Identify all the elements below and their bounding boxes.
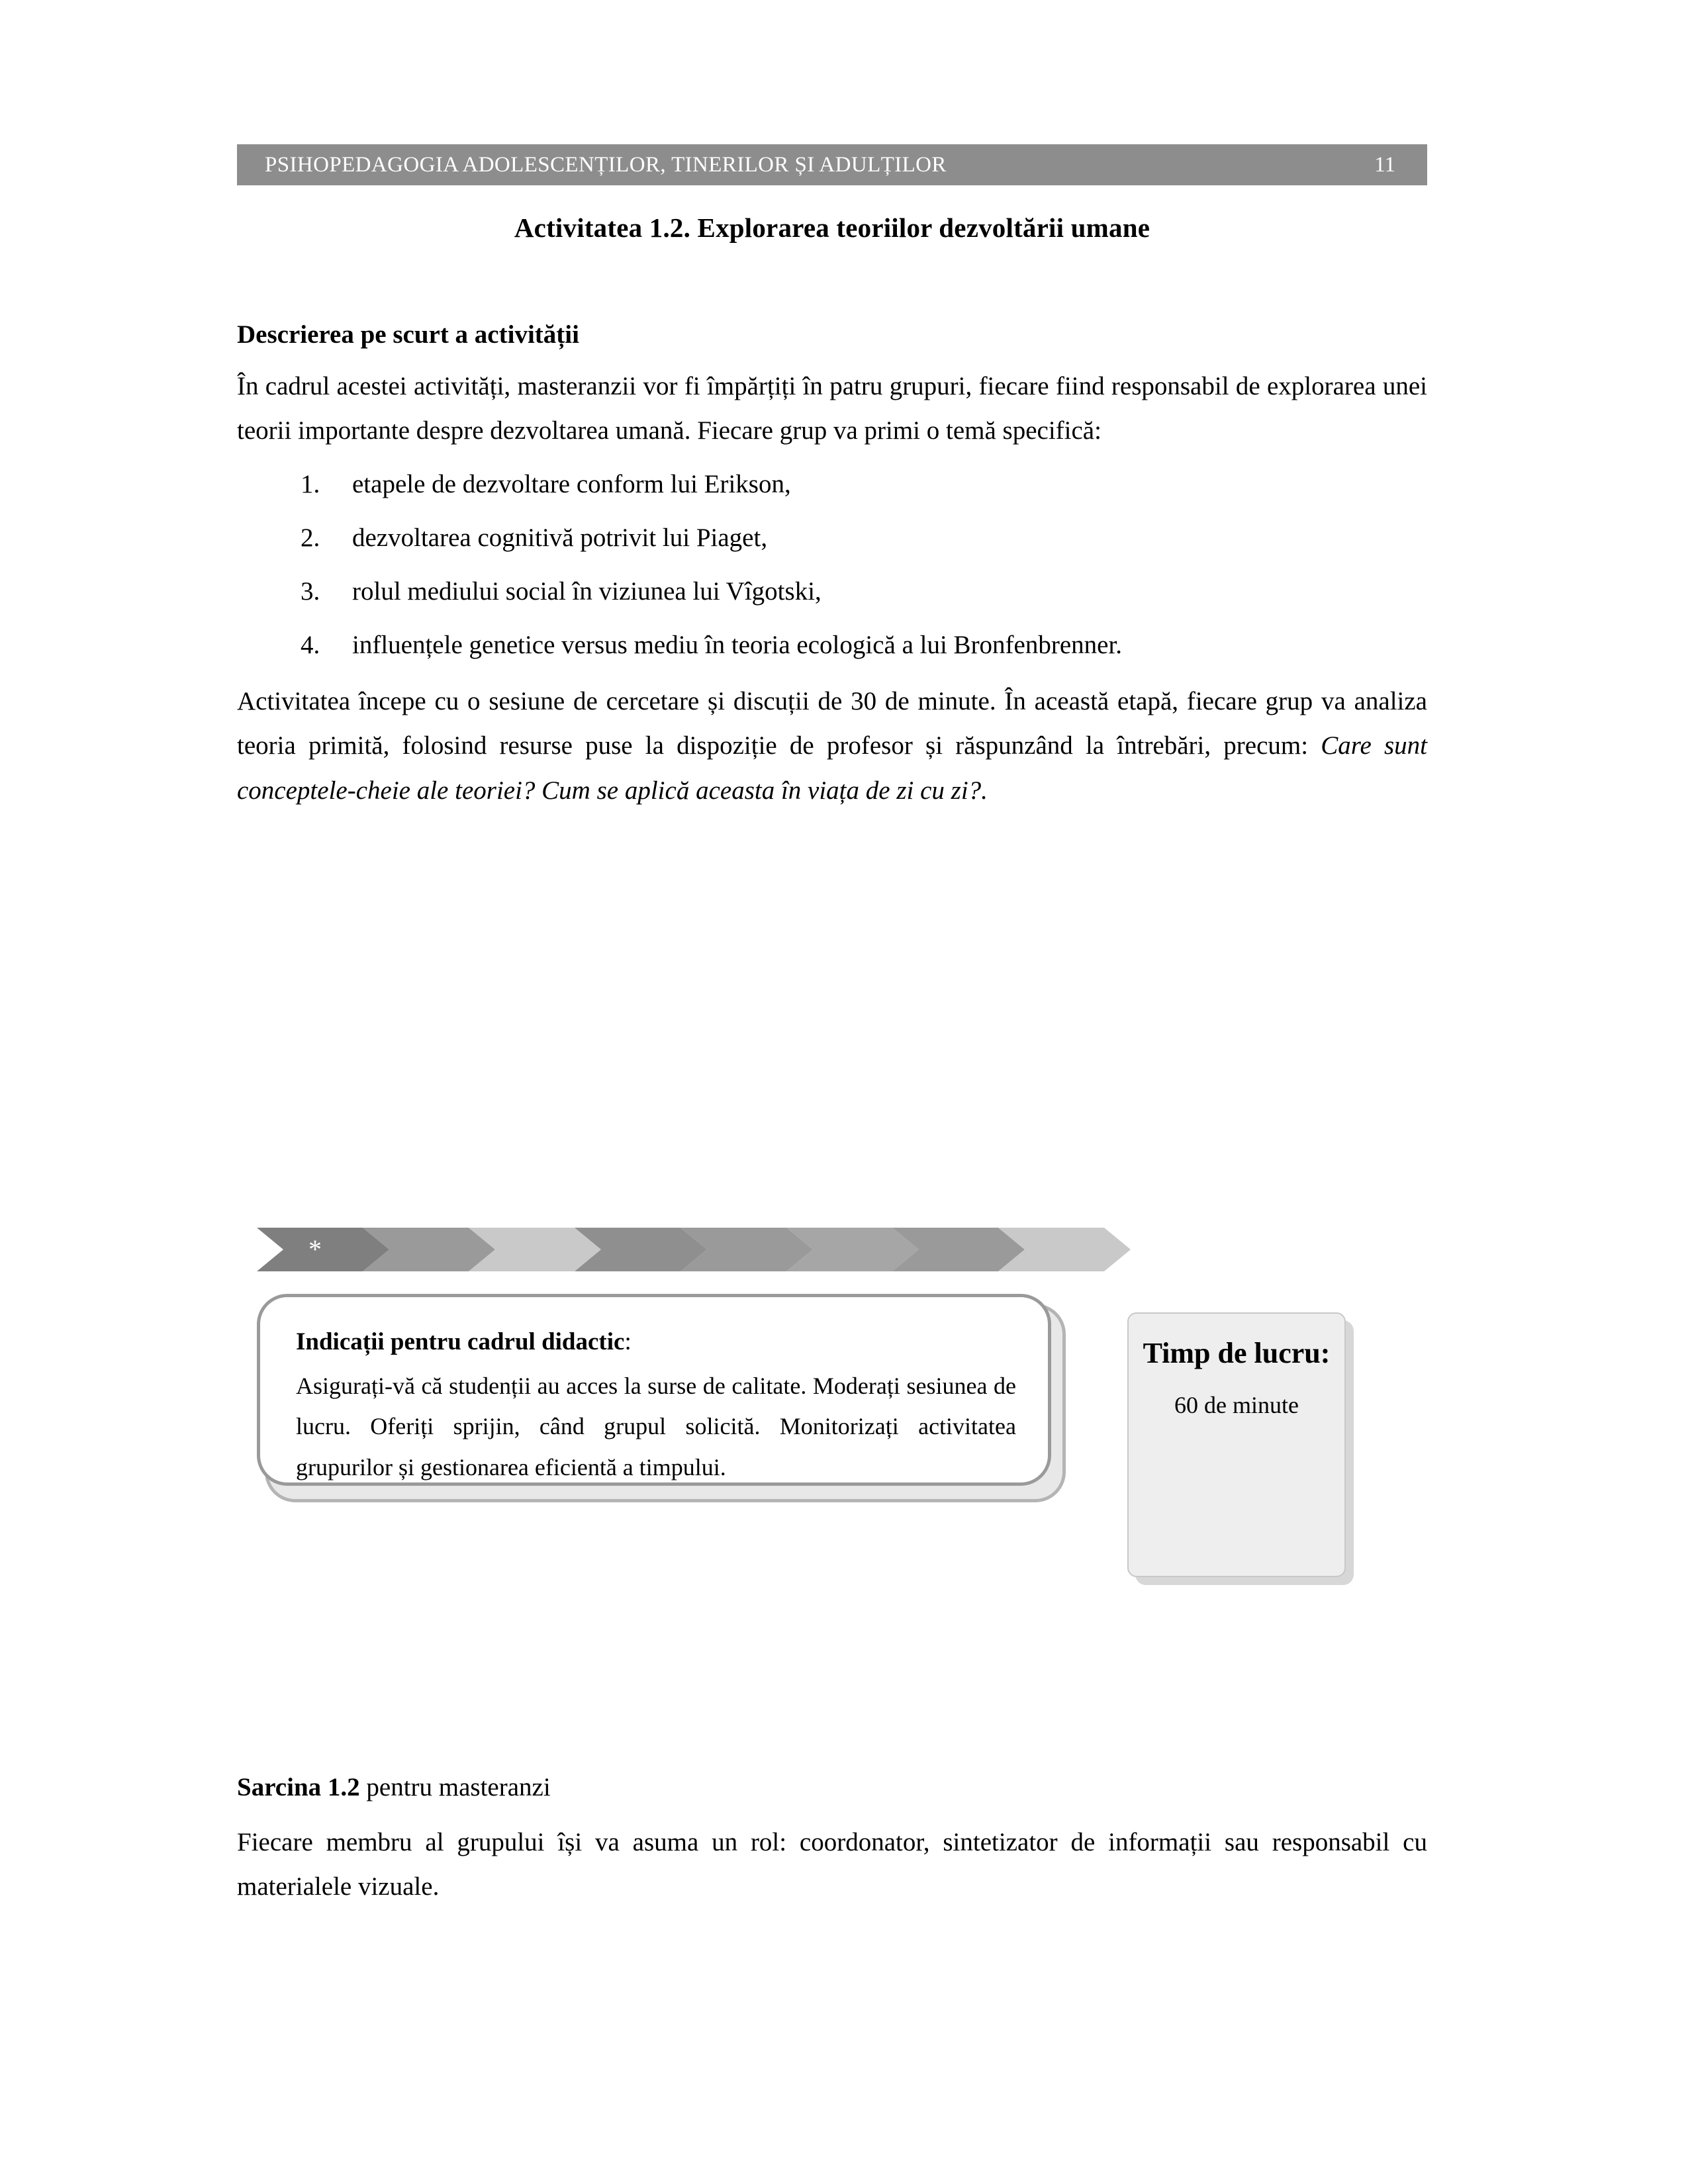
list-item xyxy=(237,516,1427,560)
procedure-text: Activitatea începe cu o sesiune de cercetare și discuții de 30 de minute. În această etapă, fiecare grup va analiza teoria primită, folosind resurse puse la dispoziție de profesor și răspunzând la întrebări, precum: xyxy=(237,687,1427,760)
task-heading xyxy=(237,1767,1427,1808)
time-box-title: Timp de lucru: xyxy=(1143,1337,1331,1369)
task-label: Sarcina 1.2 xyxy=(237,1773,360,1801)
chevron-ribbon-decoration xyxy=(257,1228,1309,1271)
tip-box-text: Asigurați-vă că studenții au acces la surse de calitate. Moderați sesiunea de lucru. Oferiți sprijin, când grupul solicită. Monitorizați activitatea grupurilor și gestionarea eficientă a timpului. xyxy=(296,1372,1016,1481)
document-body xyxy=(237,199,1427,813)
section-heading: Descrierea pe scurt a activității xyxy=(237,320,579,349)
task-paragraph: Fiecare membru al grupului își va asuma un rol: coordonator, sintetizator de informații sau responsabil cu materialele vizuale. xyxy=(237,1828,1427,1901)
list-item xyxy=(237,569,1427,614)
tip-box-label-text: Indicații pentru cadrul didactic xyxy=(296,1328,625,1355)
task-block xyxy=(237,1767,1427,1909)
page-title: Activitatea 1.2. Explorarea teoriilor dezvoltării umane xyxy=(514,212,1150,243)
ribbon-marker-asterisk: * xyxy=(308,1234,322,1264)
header-title: PSIHOPEDAGOGIA ADOLESCENȚILOR, TINERILOR ȘI ADULȚILOR xyxy=(265,152,947,177)
procedure-question: Care sunt conceptele-cheie ale teoriei? Cum se aplică aceasta în viața de zi cu zi? xyxy=(237,731,1427,805)
theme-list xyxy=(237,462,1427,667)
tip-box-label-colon: : xyxy=(624,1328,632,1355)
list-item-number: 3. xyxy=(301,577,320,606)
list-item xyxy=(237,462,1427,506)
work-time-box xyxy=(1127,1312,1346,1577)
list-item-number: 2. xyxy=(301,523,320,553)
intro-paragraph: În cadrul acestei activități, masteranzii vor fi împărțiți în patru grupuri, fiecare fiind responsabil de explorarea unei teorii importante despre dezvoltarea umană. Fiecare grup va primi o temă specifică: xyxy=(237,371,1427,445)
task-label-rest: pentru masteranzi xyxy=(359,1773,551,1801)
procedure-paragraph xyxy=(237,679,1427,812)
teacher-tip-box xyxy=(257,1294,1051,1486)
list-item-label: influențele genetice versus mediu în teoria ecologică a lui Bronfenbrenner. xyxy=(352,631,1123,660)
list-item-label: rolul mediului social în viziunea lui Vîgotski, xyxy=(352,577,821,606)
list-item xyxy=(237,623,1427,667)
time-box-value: 60 de minute xyxy=(1174,1392,1299,1419)
list-item-number: 4. xyxy=(301,631,320,660)
tip-box-label xyxy=(296,1324,1016,1361)
procedure-tail: . xyxy=(981,776,988,805)
list-item-label: dezvoltarea cognitivă potrivit lui Piaget, xyxy=(352,523,768,553)
list-item-number: 1. xyxy=(301,470,320,499)
list-item-label: etapele de dezvoltare conform lui Erikson, xyxy=(352,470,791,499)
running-header xyxy=(237,144,1427,185)
header-page-number: 11 xyxy=(1374,152,1395,177)
